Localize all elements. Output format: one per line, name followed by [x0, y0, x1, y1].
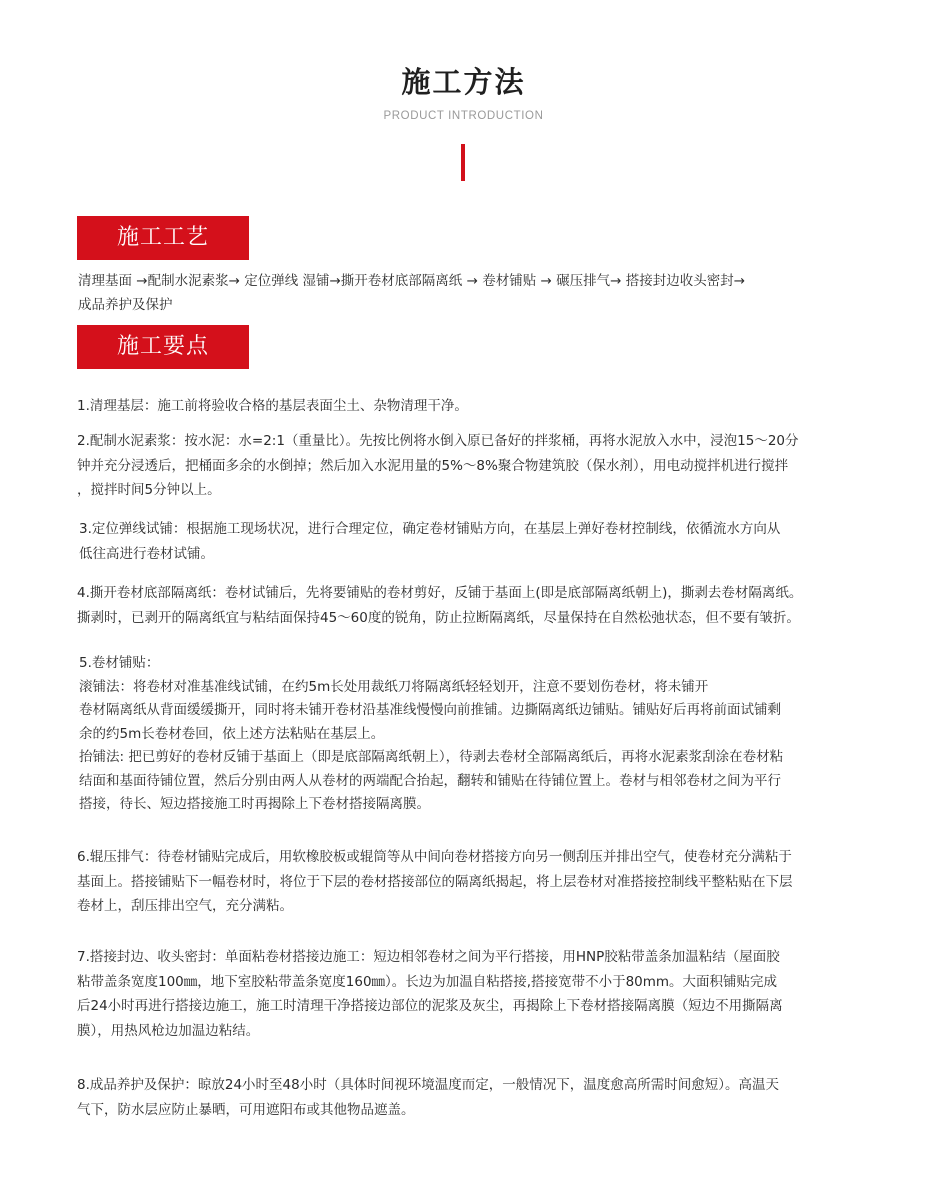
point-8: [77, 1073, 779, 1122]
point-6: [77, 845, 793, 919]
point-line: 4.撕开卷材底部隔离纸：卷材试铺后，先将要铺贴的卷材剪好，反铺于基面上(即是底部隔离纸朝上)，撕剥去卷材隔离纸。: [77, 585, 803, 601]
point-line: 结面和基面待铺位置，然后分别由两人从卷材的两端配合抬起，翻转和铺贴在待铺位置上。卷材与相邻卷材之间为平行: [79, 772, 781, 789]
point-5: [79, 652, 783, 817]
point-line: 搭接，待长、短边搭接施工时再揭除上下卷材搭接隔离膜。: [79, 796, 430, 812]
point-2: [77, 429, 799, 503]
point-line: 撕剥时，已剥开的隔离纸宜与粘结面保持45～60度的锐角，防止拉断隔离纸，尽量保持在自然松弛状态，但不要有皱折。: [77, 609, 800, 626]
process-flow: [78, 269, 858, 317]
point-line: 余的约5m长卷材卷回，依上述方法粘贴在基层上。: [79, 725, 385, 742]
point-line: 7.搭接封边、收头密封：单面粘卷材搭接边施工：短边相邻卷材之间为平行搭接，用HNP胶粘带盖条加温粘结（屋面胶: [77, 949, 780, 965]
point-3: [79, 517, 780, 566]
point-line: 气下，防水层应防止暴晒，可用遮阳布或其他物品遮盖。: [77, 1101, 415, 1118]
page-subtitle: PRODUCT INTRODUCTION: [383, 110, 544, 122]
point-line: 钟并充分浸透后，把桶面多余的水倒掉；然后加入水泥用量的5%～8%聚合物建筑胶（保水剂），用电动搅拌机进行搅拌: [77, 457, 789, 474]
point-line: 2.配制水泥素浆：按水泥：水=2:1（重量比）。先按比例将水倒入原已备好的拌浆桶，再将水泥放入水中，浸泡15～20分: [77, 433, 799, 449]
section-tag-process: 施工工艺: [77, 216, 249, 260]
point-line: 低往高进行卷材试铺。: [79, 545, 214, 562]
point-line: 滚铺法：将卷材对准基准线试铺，在约5m长处用裁纸刀将隔离纸轻轻划开，注意不要划伤卷材，将未铺开: [79, 678, 709, 695]
point-line: 3.定位弹线试铺：根据施工现场状况，进行合理定位，确定卷材铺贴方向，在基层上弹好卷材控制线，依循流水方向从: [79, 521, 781, 537]
point-line: 膜），用热风枪边加温边粘结。: [77, 1022, 260, 1039]
point-line: 6.辊压排气：待卷材铺贴完成后，用软橡胶板或辊筒等从中间向卷材搭接方向另一侧刮压并排出空气，使卷材充分满粘于: [77, 849, 792, 865]
process-line: 清理基面 →配制水泥素浆→ 定位弹线 湿铺→撕开卷材底部隔离纸 → 卷材铺贴 → 碾压排气→ 搭接封边收头密封→: [78, 273, 746, 289]
point-7: [77, 945, 783, 1043]
point-line: 卷材上，刮压排出空气，充分满粘。: [77, 898, 293, 914]
point-1: [77, 394, 468, 419]
section-tag-key-points: 施工要点: [77, 325, 249, 369]
process-line: 成品养护及保护: [78, 297, 173, 313]
point-line: 抬铺法: 把已剪好的卷材反铺于基面上（即是底部隔离纸朝上），待剥去卷材全部隔离纸后，再将水泥素浆刮涂在卷材粘: [79, 749, 784, 765]
title-divider-bar: [461, 144, 465, 181]
point-line: 5.卷材铺贴：: [79, 655, 160, 671]
point-4: [77, 581, 802, 630]
page-title: 施工方法: [401, 65, 526, 99]
point-line: 8.成品养护及保护：晾放24小时至48小时（具体时间视环境温度而定，一般情况下，温度愈高所需时间愈短）。高温天: [77, 1077, 779, 1093]
point-line: 1.清理基层：施工前将验收合格的基层表面尘土、杂物清理干净。: [77, 398, 468, 414]
point-line: ，搅拌时间5分钟以上。: [77, 482, 221, 498]
point-line: 粘带盖条宽度100㎜，地下室胶粘带盖条宽度160㎜）。长边为加温自粘搭接,搭接宽带不小于80mm。大面积铺贴完成: [77, 973, 778, 990]
point-line: 卷材隔离纸从背面缓缓撕开，同时将未铺开卷材沿基准线慢慢向前推铺。边撕隔离纸边铺贴。铺贴好后再将前面试铺剩: [79, 702, 781, 718]
point-line: 基面上。搭接铺贴下一幅卷材时，将位于下层的卷材搭接部位的隔离纸揭起，将上层卷材对准搭接控制线平整粘贴在下层: [77, 873, 793, 890]
point-line: 后24小时再进行搭接边施工，施工时清理干净搭接边部位的泥浆及灰尘，再揭除上下卷材搭接隔离膜（短边不用撕隔离: [77, 998, 783, 1014]
